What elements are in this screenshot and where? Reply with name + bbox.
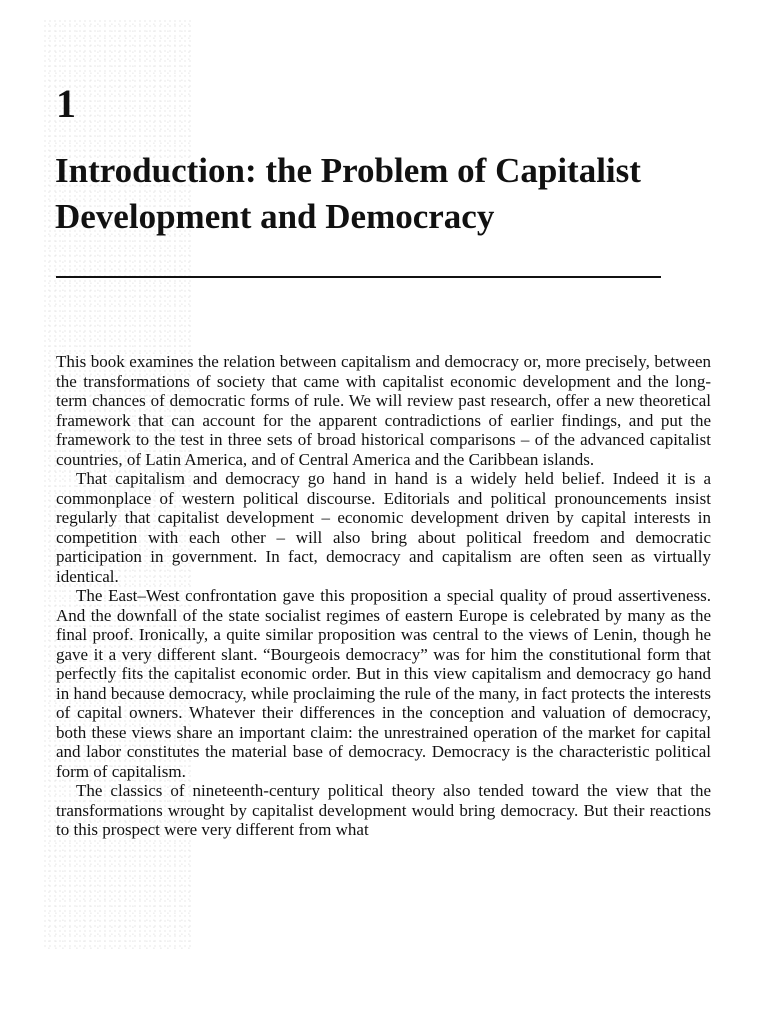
chapter-title: Introduction: the Problem of Capitalist Development and Democracy [55, 151, 641, 236]
title-divider [56, 276, 661, 278]
paragraph: The East–West confrontation gave this proposition a special quality of proud assertiveness. And the downfall of the state socialist regimes of eastern Europe is celebrated by many as the final proof. Ironically, a quite similar proposition was central to the views of Lenin, though he gave it a very different slant. “Bourgeois democracy” was for him the constitutional form that perfectly fits the capitalist economic order. But in this view capitalism and democracy go hand in hand because democracy, while proclaiming the rule of the many, in fact protects the interests of capital owners. Whatever their differences in the conception and valuation of democracy, both these views share an important claim: the unrestrained operation of the market for capital and labor constitutes the material base of democracy. Democracy is the characteristic political form of capitalism. [56, 586, 711, 781]
paragraph: This book examines the relation between capitalism and democracy or, more precisely, between the transformations of society that came with capitalist economic development and the long-term chances of democratic forms of rule. We will review past research, offer a new theoretical framework that can account for the apparent contradictions of earlier findings, and put the framework to the test in three sets of broad historical comparisons – of the advanced capitalist countries, of Latin America, and of Central America and the Caribbean islands. [56, 352, 711, 469]
paragraph: The classics of nineteenth-century political theory also tended toward the view that the transformations wrought by capitalist development would bring democracy. But their reactions to this prospect were very different from what [56, 781, 711, 839]
body-text [56, 352, 711, 840]
chapter-number: 1 [56, 81, 76, 126]
paragraph: That capitalism and democracy go hand in hand is a widely held belief. Indeed it is a commonplace of western political discourse. Editorials and political pronouncements insist regularly that capitalist development – economic development driven by capital interests in competition with each other – will also bring about political freedom and democratic participation in government. In fact, democracy and capitalism are often seen as virtually identical. [56, 469, 711, 586]
